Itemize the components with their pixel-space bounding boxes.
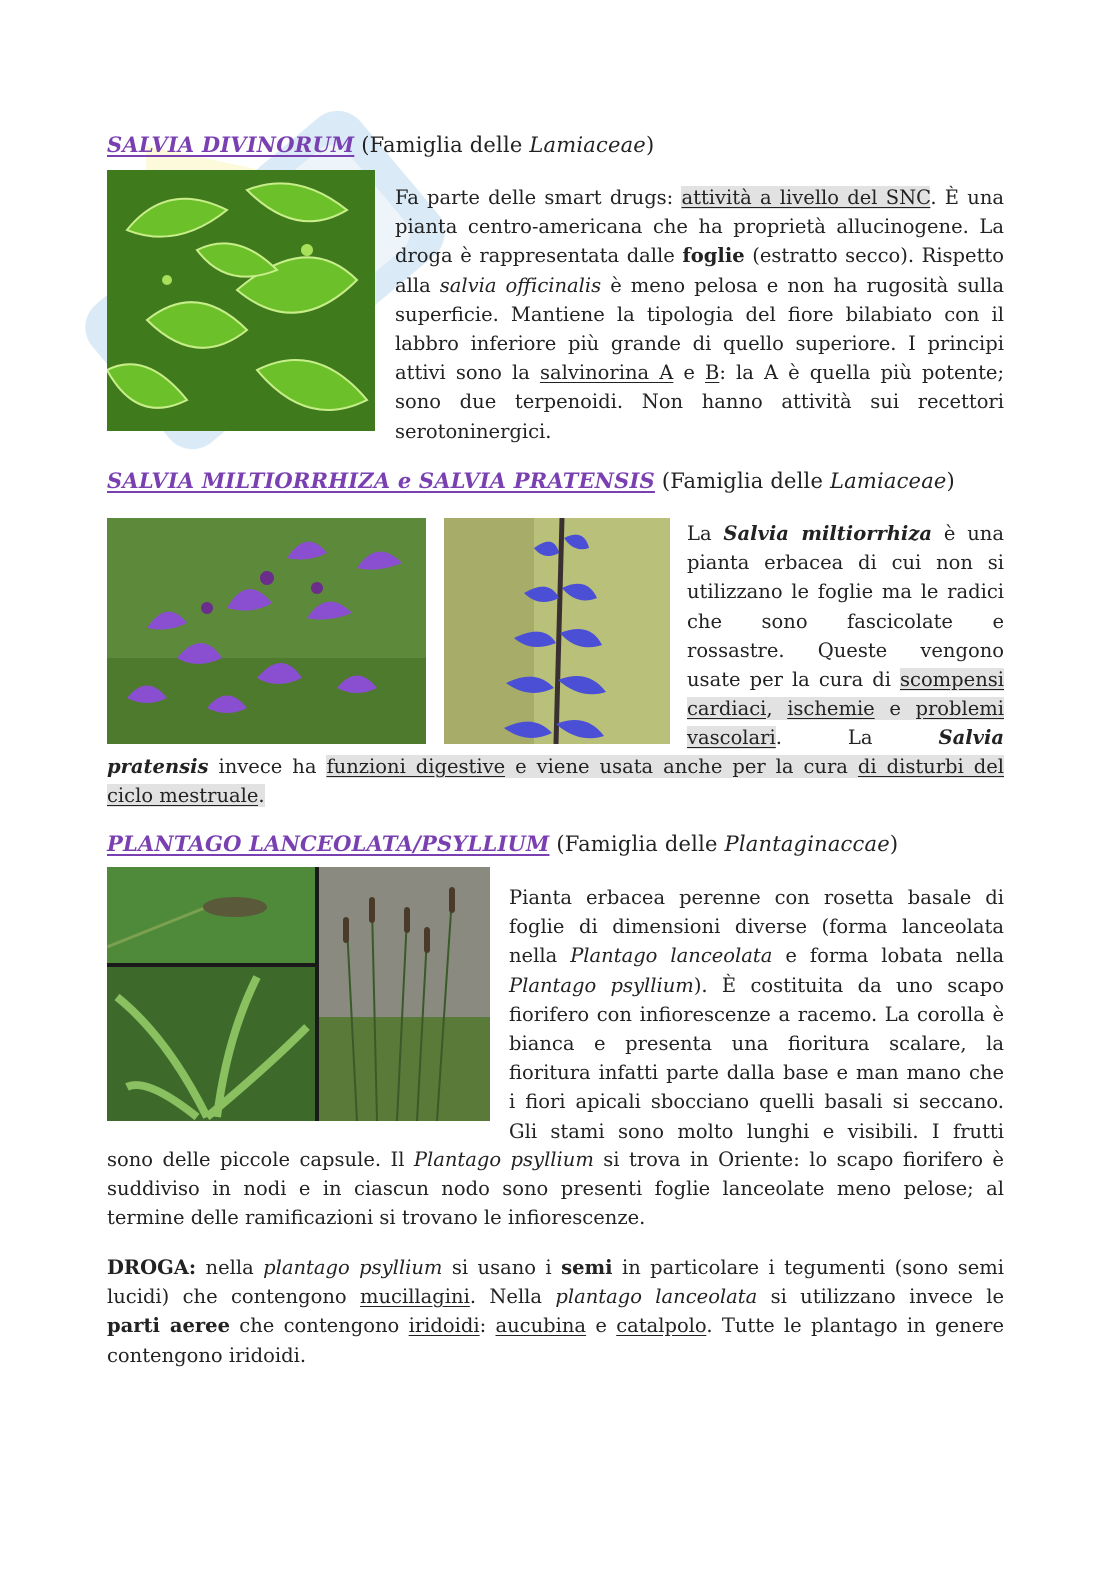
section-title: SALVIA DIVINORUM [107,132,355,157]
section-heading-salvia-miltiorrhiza: SALVIA MILTIORRHIZA e SALVIA PRATENSIS (Famiglia delle Lamiaceae) [107,468,955,493]
salvia-pratensis-photo [444,518,670,744]
salvia-divinorum-paragraph: Fa parte delle smart drugs: attività a livello del SNC. È una pianta centro-americana che ha proprietà allucinogene. La droga è rappresentata dalle foglie (estratto secco). Rispetto alla salvia officinalis è meno pelosa e non ha rugosità sulla superficie. Mantiene la tipologia del fiore bilabiato con il labbro inferiore più grande di quello superiore. I principi attivi sono la salvinorina A e B: la A è quella più potente; sono due terpenoidi. Non hanno attività sui recettori serotoninergici. [395,186,1005,443]
plantago-paragraph-b: sono delle piccole capsule. Il Plantago psyllium si trova in Oriente: lo scapo fiorifero è suddiviso in nodi e in ciascun nodo sono presenti foglie lanceolate meno pelose; al termine delle ramificazioni si trovano le infiorescenze. [107,1148,1004,1230]
salvia-miltiorrhiza-photo [107,518,426,744]
section-heading-plantago: PLANTAGO LANCEOLATA/PSYLLIUM (Famiglia delle Plantaginaccae) [107,831,899,856]
section-title: PLANTAGO LANCEOLATA/PSYLLIUM [107,831,550,856]
section-heading-salvia-divinorum: SALVIA DIVINORUM (Famiglia delle Lamiaceae) [107,132,655,157]
plantago-paragraph-a: Pianta erbacea perenne con rosetta basale di foglie di dimensioni diverse (forma lanceolata nella Plantago lanceolata e forma lobata nella Plantago psyllium). È costituita da uno scapo fiorifero con infiorescenze a racemo. La corolla è bianca e presenta una fioritura scalare, la fioritura infatti parte dalla base e man mano che i fiori apicali sbocciano quelli basali si seccano. Gli stami sono molto lunghi e visibili. I frutti [509,886,1004,1143]
droga-paragraph: DROGA: nella plantago psyllium si usano i semi in particolare i tegumenti (sono semi lucidi) che contengono mucillagini. Nella plantago lanceolata si utilizzano invece le parti aeree che contengono iridoidi: aucubina e catalpolo. Tutte le plantago in genere contengono iridoidi. [107,1256,1005,1367]
salvia-divinorum-photo [107,170,375,431]
salvia-miltiorrhiza-paragraph: La Salvia miltiorrhiza è una pianta erbacea di cui non si utilizzano le foglie ma le radici che sono fascicolate e rossastre. Queste vengono usate per la cura di scompensi cardiaci, ischemie e problemi vascolari. La Salvia [687,522,1004,750]
salvia-pratensis-paragraph: pratensis invece ha funzioni digestive e viene usata anche per la cura di disturbi del ciclo mestruale. [107,755,1004,808]
plantago-photo-collage [107,867,490,1121]
section-title: SALVIA MILTIORRHIZA e SALVIA PRATENSIS [107,468,655,493]
